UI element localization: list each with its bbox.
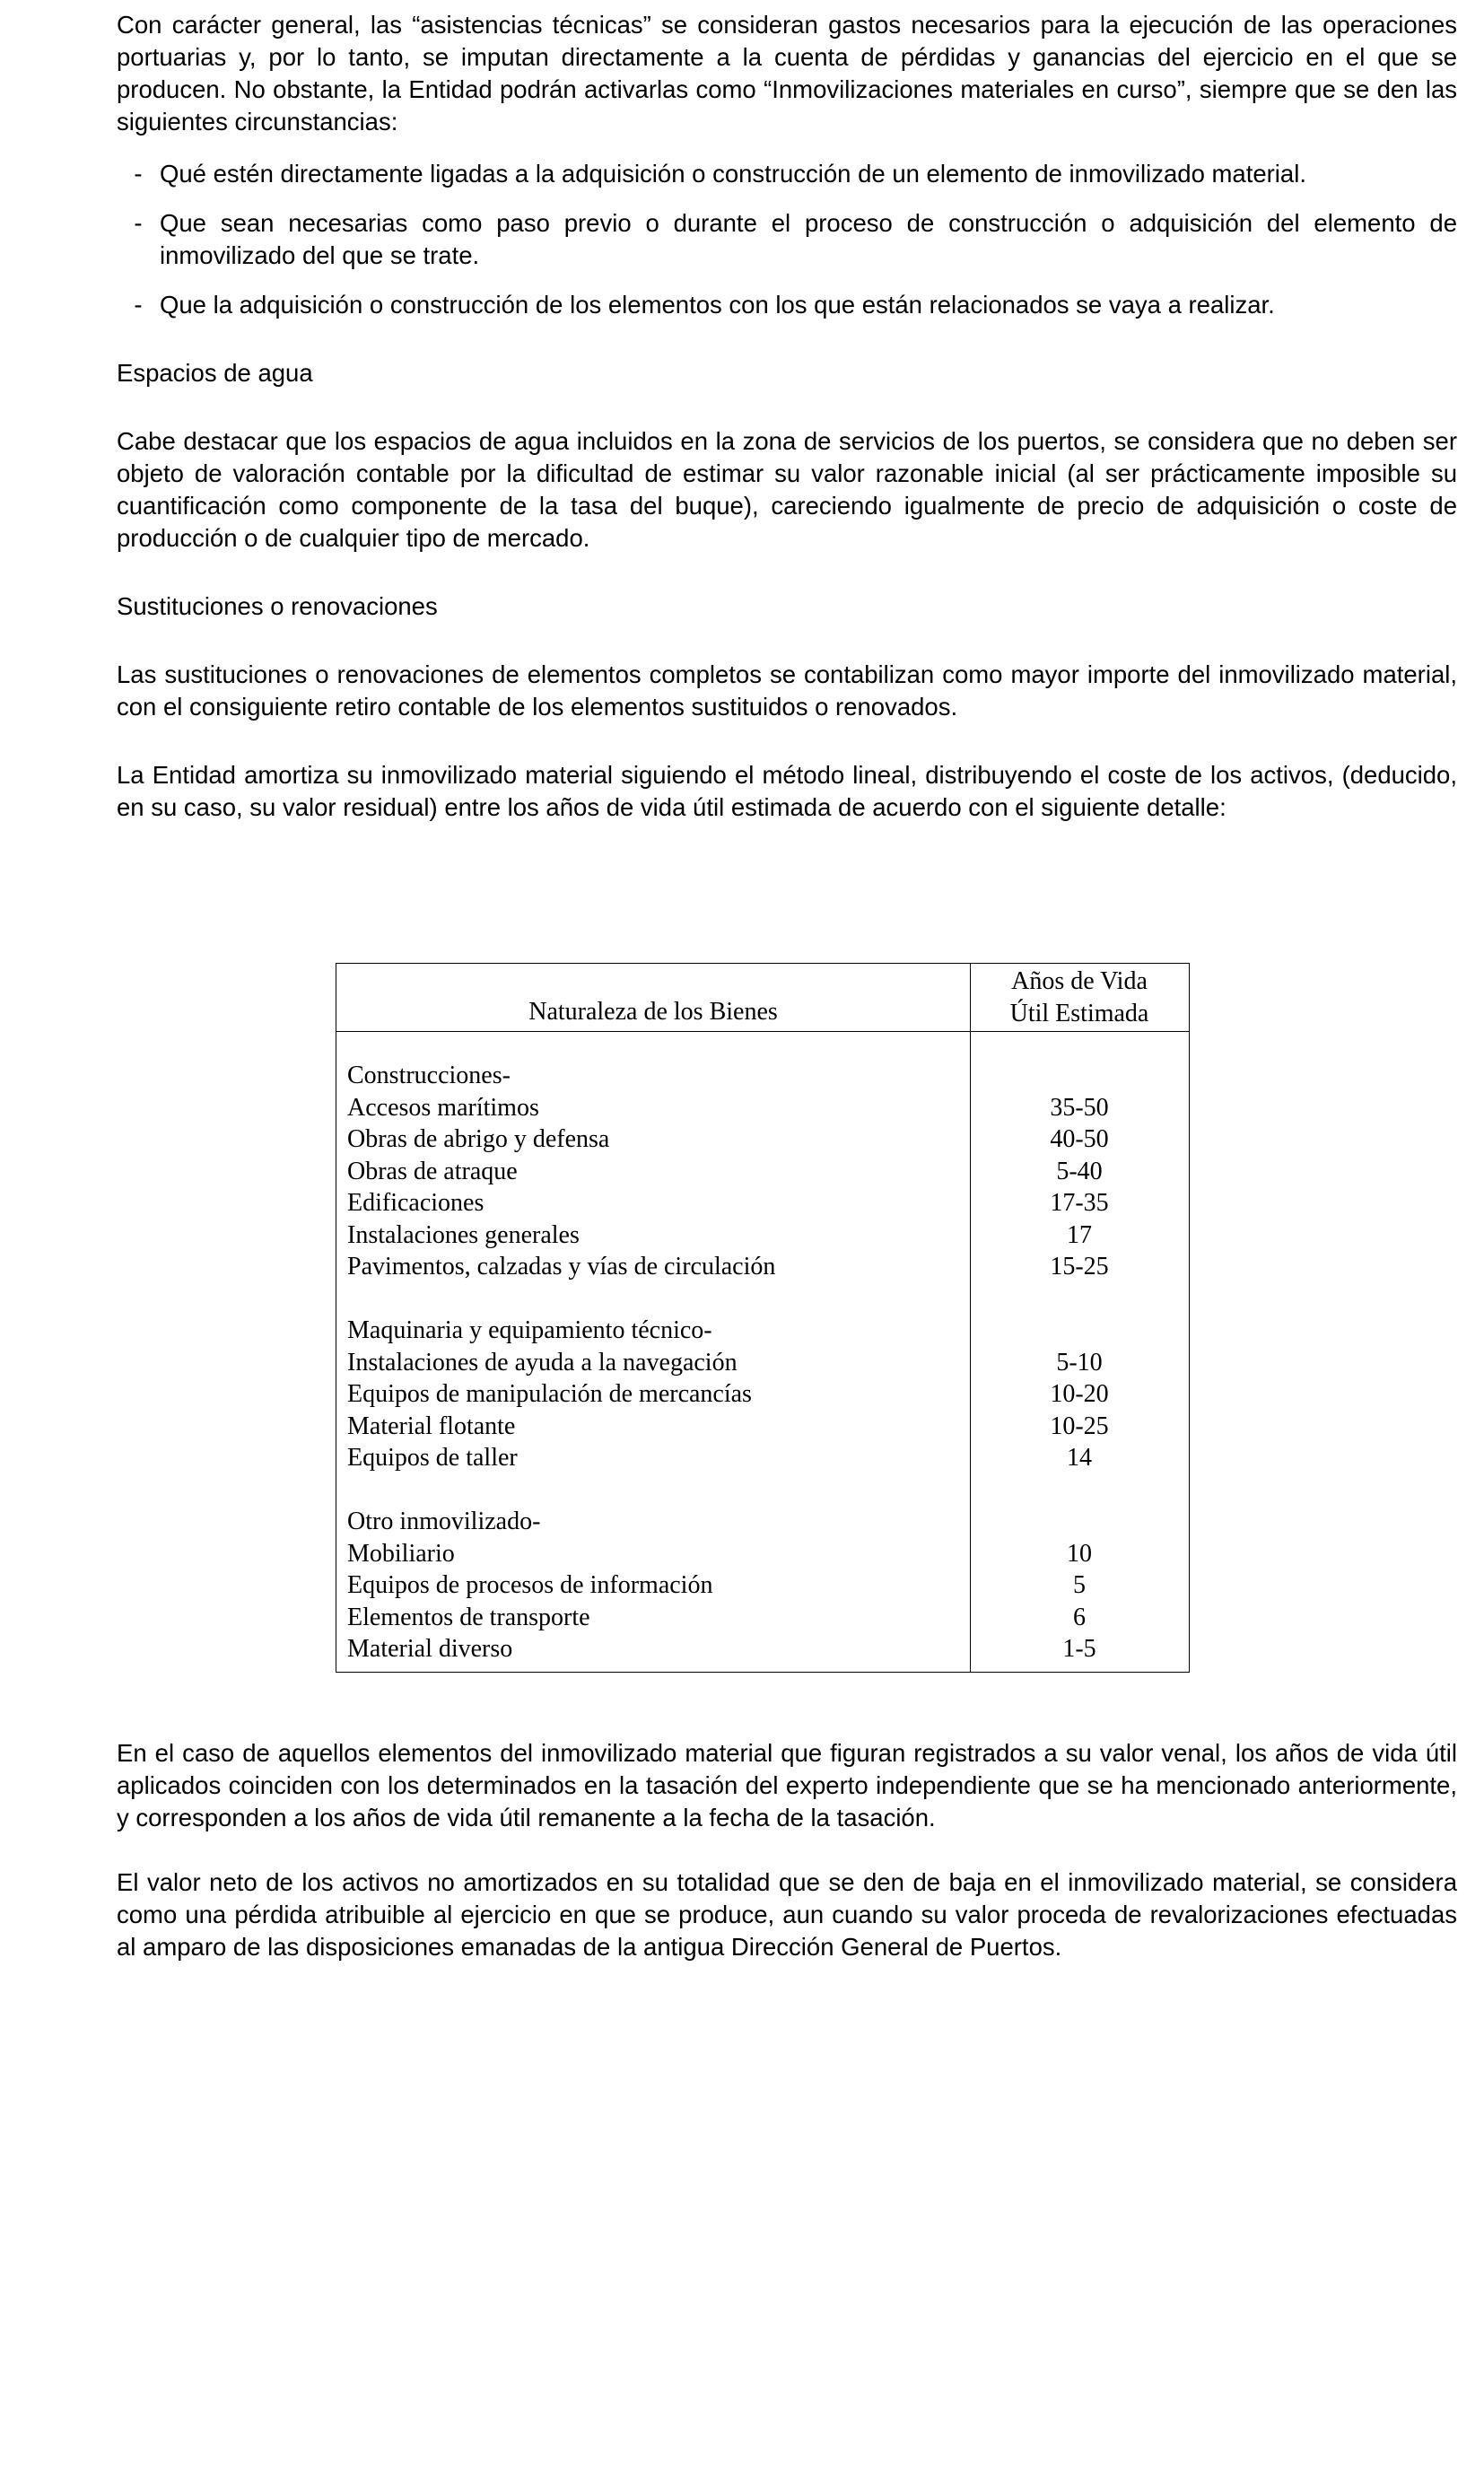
- asset-label: Instalaciones de ayuda a la navegación: [347, 1348, 738, 1377]
- table-row: [336, 1474, 1189, 1507]
- asset-label: Maquinaria y equipamiento técnico-: [347, 1316, 712, 1344]
- list-item: - Que sean necesarias como paso previo o durante el proceso de construcción o adquisición del elemento de inmovilizado del que se trate.: [134, 209, 1457, 269]
- section-heading-sustituciones: Sustituciones o renovaciones: [117, 592, 438, 620]
- table-row: [336, 1092, 1189, 1124]
- useful-life-value: [970, 1283, 1189, 1315]
- table-row: [336, 1156, 1189, 1188]
- asset-label: Otro inmovilizado-: [347, 1508, 541, 1535]
- table-row: [336, 1569, 1189, 1602]
- useful-life-value: 17: [1067, 1220, 1092, 1249]
- asset-label: Accesos marítimos: [347, 1093, 539, 1122]
- asset-label: Equipos de procesos de información: [347, 1571, 713, 1599]
- table-row: [336, 1123, 1189, 1156]
- useful-life-value: [970, 1506, 1189, 1538]
- espacios-paragraph: Cabe destacar que los espacios de agua incluidos en la zona de servicios de los puertos, se considera que no deben ser objeto de valoración contable por la dificultad de estimar su valor razonable inicial (al ser prácticamente imposible su cuantificación como componente de la tasa del buque), careciendo igualmente de precio de adquisición o coste de producción o de cualquier tipo de mercado.: [117, 427, 1457, 552]
- useful-life-value: 5-40: [1056, 1157, 1103, 1185]
- asset-label: [336, 1474, 970, 1507]
- useful-life-value: [970, 1474, 1189, 1507]
- table-row: [336, 1060, 1189, 1092]
- useful-life-value: 10-25: [1050, 1412, 1109, 1440]
- useful-life-value: 5: [1073, 1571, 1086, 1599]
- table-row: [336, 1411, 1189, 1443]
- amortization-paragraph: La Entidad amortiza su inmovilizado material siguiendo el método lineal, distribuyendo el coste de los activos, (deducido, en su caso, su valor residual) entre los años de vida útil estimada de acuerdo con el siguiente detalle:: [117, 761, 1457, 821]
- table-row: [336, 1251, 1189, 1283]
- table-row: [336, 1538, 1189, 1570]
- asset-label: Obras de atraque: [347, 1157, 518, 1185]
- intro-paragraph: Con carácter general, las “asistencias técnicas” se consideran gastos necesarios para la ejecución de las operaciones portuarias y, por lo tanto, se imputan directamente a la cuenta de pérdidas y ganancias del ejercicio en el que se producen. No obstante, la Entidad podrán activarlas como “Inmovilizaciones materiales en curso”, siempre que se den las siguientes circunstancias:: [117, 11, 1457, 135]
- useful-life-value: [970, 1060, 1189, 1092]
- closing-paragraph-1: En el caso de aquellos elementos del inmovilizado material que figuran registrados a su valor venal, los años de vida útil aplicados coinciden con los determinados en la tasación del experto independiente que se ha mencionado anteriormente, y corresponden a los años de vida útil remanente a la fecha de la tasación.: [117, 1739, 1457, 1831]
- useful-life-value: 40-50: [1050, 1125, 1109, 1153]
- asset-label: Obras de abrigo y defensa: [347, 1125, 610, 1153]
- asset-label: Material diverso: [347, 1635, 513, 1663]
- sustituciones-paragraph: Las sustituciones o renovaciones de elementos completos se contabilizan como mayor importe del inmovilizado material, con el consiguiente retiro contable de los elementos sustituidos o renovados.: [117, 660, 1457, 721]
- asset-label: Equipos de manipulación de mercancías: [347, 1380, 752, 1408]
- useful-life-value: 17-35: [1050, 1189, 1109, 1217]
- useful-life-value: 10-20: [1050, 1380, 1109, 1408]
- useful-life-value: 35-50: [1050, 1093, 1109, 1122]
- table-row: [336, 1187, 1189, 1219]
- asset-label: Elementos de transporte: [347, 1603, 590, 1631]
- asset-label: [336, 1283, 970, 1315]
- table-body: [336, 1060, 1189, 1665]
- asset-label: Construcciones-: [347, 1062, 511, 1089]
- asset-label: Material flotante: [347, 1412, 516, 1440]
- useful-life-value: 5-10: [1056, 1348, 1103, 1377]
- asset-label: Equipos de taller: [347, 1444, 518, 1472]
- table-row: [336, 1283, 1189, 1315]
- table-row: [336, 1315, 1189, 1347]
- useful-life-value: 10: [1067, 1539, 1092, 1568]
- closing-section: [117, 1737, 1457, 1963]
- table-row: [336, 1219, 1189, 1252]
- list-item: - Qué estén directamente ligadas a la adquisición o construcción de un elemento de inmovilizado material.: [134, 160, 1306, 188]
- table-row: [336, 1506, 1189, 1538]
- table-header-divider: [336, 1031, 1189, 1032]
- table-row: [336, 1602, 1189, 1634]
- table-row: [336, 1378, 1189, 1411]
- table-row: [336, 1347, 1189, 1379]
- table-row: [336, 1442, 1189, 1474]
- useful-life-value: 1-5: [1062, 1635, 1096, 1663]
- circumstances-list: [117, 158, 1457, 321]
- asset-label: Pavimentos, calzadas y vías de circulación: [347, 1253, 776, 1280]
- useful-life-value: 15-25: [1050, 1253, 1109, 1280]
- asset-label: Instalaciones generales: [347, 1220, 580, 1249]
- useful-life-value: [970, 1315, 1189, 1347]
- table-header-naturaleza: Naturaleza de los Bienes: [528, 998, 778, 1026]
- useful-life-table: [336, 963, 1190, 1673]
- asset-label: Edificaciones: [347, 1189, 484, 1217]
- table-row: [336, 1633, 1189, 1665]
- asset-label: Mobiliario: [347, 1539, 455, 1568]
- useful-life-value: 6: [1073, 1603, 1086, 1631]
- useful-life-value: 14: [1067, 1444, 1092, 1472]
- closing-paragraph-2: El valor neto de los activos no amortizados en su totalidad que se den de baja en el inmovilizado material, se considera como una pérdida atribuible al ejercicio en que se produce, aun cuando su valor proceda de revalorizaciones efectuadas al amparo de las disposiciones emanadas de la antigua Dirección General de Puertos.: [117, 1868, 1457, 1961]
- section-heading-espacios: Espacios de agua: [117, 359, 313, 387]
- table-header-anos: Años de Vida Útil Estimada: [1009, 967, 1149, 1027]
- list-item: - Que la adquisición o construcción de los elementos con los que están relacionados se vaya a realizar.: [134, 291, 1275, 319]
